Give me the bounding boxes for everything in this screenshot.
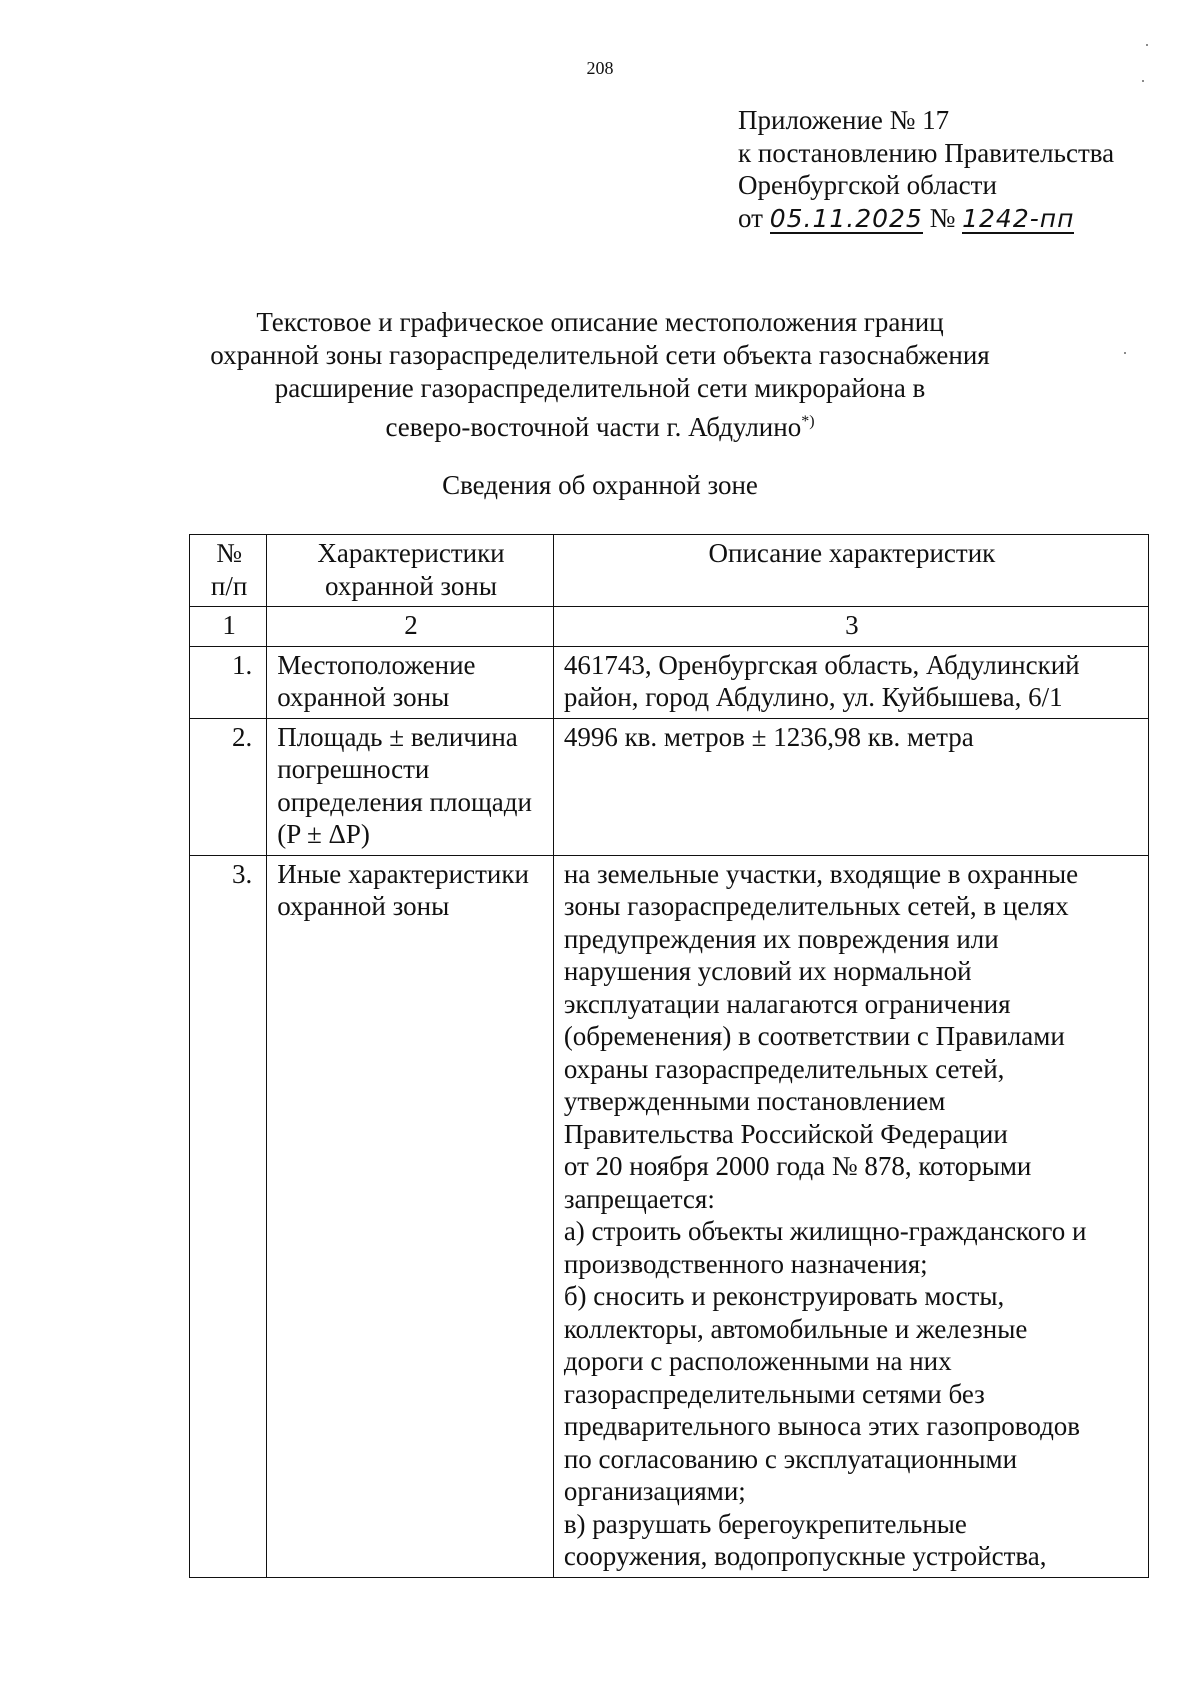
- characteristic-line: охранной зоны: [277, 891, 450, 921]
- description-line: дороги с расположенными на них: [563, 1346, 952, 1376]
- scan-speck: [1142, 80, 1144, 82]
- protection-zone-table: [189, 534, 1149, 1578]
- header-no-line-2: п/п: [210, 570, 248, 601]
- description-line: охраны газораспределительных сетей,: [563, 1053, 1005, 1084]
- characteristic-line: Иные характеристики: [277, 858, 529, 889]
- title-line-2: охранной зоны газораспределительной сети объекта газоснабжения: [210, 340, 990, 370]
- description-line: Правительства Российской Федерации: [563, 1118, 1008, 1149]
- description-line: зоны газораспределительных сетей, в целях: [563, 891, 1069, 921]
- title-line-1: Текстовое и графическое описание местоположения границ: [256, 307, 944, 337]
- row-number: 2.: [190, 718, 267, 855]
- table-header-row: [190, 535, 1149, 607]
- appendix-line-2: к постановлению Правительства: [738, 137, 1115, 168]
- page-number: 208: [586, 58, 614, 78]
- row-characteristic: [267, 718, 554, 855]
- document-title: [160, 306, 1040, 444]
- description-line: район, город Абдулино, ул. Куйбышева, 6/1: [563, 682, 1063, 712]
- row-characteristic: [267, 646, 554, 718]
- description-line: предупреждения их повреждения или: [563, 923, 999, 954]
- description-line: от 20 ноября 2000 года № 878, которыми: [563, 1151, 1032, 1181]
- table-row: [190, 855, 1149, 1577]
- description-line: 4996 кв. метров ± 1236,98 кв. метра: [563, 721, 974, 752]
- header-description: Описание характеристик: [553, 535, 1148, 607]
- row-description: [553, 718, 1148, 855]
- characteristic-line: Площадь ± величина: [277, 721, 518, 752]
- column-number-row: [190, 607, 1149, 647]
- scan-speck: [1124, 352, 1126, 354]
- row-characteristic: [267, 855, 554, 1577]
- description-line: в) разрушать берегоукрепительные: [563, 1508, 967, 1539]
- description-line: производственного назначения;: [563, 1248, 928, 1279]
- description-line: 461743, Оренбургская область, Абдулинский: [563, 649, 1080, 680]
- characteristic-line: погрешности: [277, 754, 430, 784]
- column-number: 2: [267, 607, 554, 647]
- header-no: [190, 535, 267, 607]
- row-description: [553, 646, 1148, 718]
- section-subtitle: Сведения об охранной зоне: [442, 470, 758, 500]
- title-line-3: расширение газораспределительной сети микрорайона в: [274, 373, 926, 403]
- column-number: 3: [553, 607, 1148, 647]
- row-number: 3.: [190, 855, 267, 1577]
- title-line-4: [160, 405, 1040, 444]
- description-line: по согласованию с эксплуатационными: [563, 1443, 1018, 1474]
- description-line: (обременения) в соответствии с Правилами: [563, 1021, 1065, 1051]
- characteristic-line: охранной зоны: [277, 682, 450, 712]
- description-line: коллекторы, автомобильные и железные: [563, 1313, 1028, 1344]
- characteristic-line: определения площади: [277, 786, 532, 817]
- description-line: запрещается:: [563, 1183, 715, 1214]
- header-characteristics: [267, 535, 554, 607]
- table-row: [190, 646, 1149, 718]
- date-prefix: от: [738, 202, 763, 233]
- appendix-block: [738, 104, 1114, 234]
- description-line: эксплуатации налагаются ограничения: [563, 988, 1011, 1019]
- footnote-mark: *): [801, 413, 815, 430]
- column-number: 1: [190, 607, 267, 647]
- header-characteristics-line-1: Характеристики: [317, 538, 505, 568]
- handwritten-number: 1242-пп: [962, 203, 1075, 233]
- description-line: газораспределительными сетями без: [563, 1378, 985, 1409]
- appendix-date-line: [738, 202, 1114, 235]
- description-line: на земельные участки, входящие в охранные: [563, 858, 1079, 889]
- description-line: сооружения, водопропускные устройства,: [563, 1541, 1047, 1571]
- row-description: [553, 855, 1148, 1577]
- description-line: предварительного выноса этих газопроводов: [563, 1411, 1081, 1441]
- table-row: [190, 718, 1149, 855]
- characteristic-line: Местоположение: [277, 649, 476, 680]
- header-characteristics-line-2: охранной зоны: [325, 570, 498, 601]
- description-line: нарушения условий их нормальной: [563, 956, 972, 986]
- description-line: б) сносить и реконструировать мосты,: [563, 1281, 1005, 1311]
- title-line-4-text: северо-восточной части г. Абдулино: [385, 412, 802, 442]
- appendix-line-3: Оренбургской области: [738, 170, 997, 200]
- handwritten-date: 05.11.2025: [769, 203, 923, 233]
- row-number: 1.: [190, 646, 267, 718]
- header-no-line-1: №: [216, 538, 242, 568]
- characteristic-line: (P ± ΔP): [277, 819, 370, 849]
- description-line: а) строить объекты жилищно-гражданского и: [563, 1216, 1087, 1246]
- description-line: утвержденными постановлением: [563, 1086, 946, 1116]
- number-prefix: №: [929, 202, 956, 233]
- description-line: организациями;: [563, 1476, 746, 1506]
- scan-speck: [1146, 44, 1148, 46]
- appendix-line-1: Приложение № 17: [738, 105, 950, 135]
